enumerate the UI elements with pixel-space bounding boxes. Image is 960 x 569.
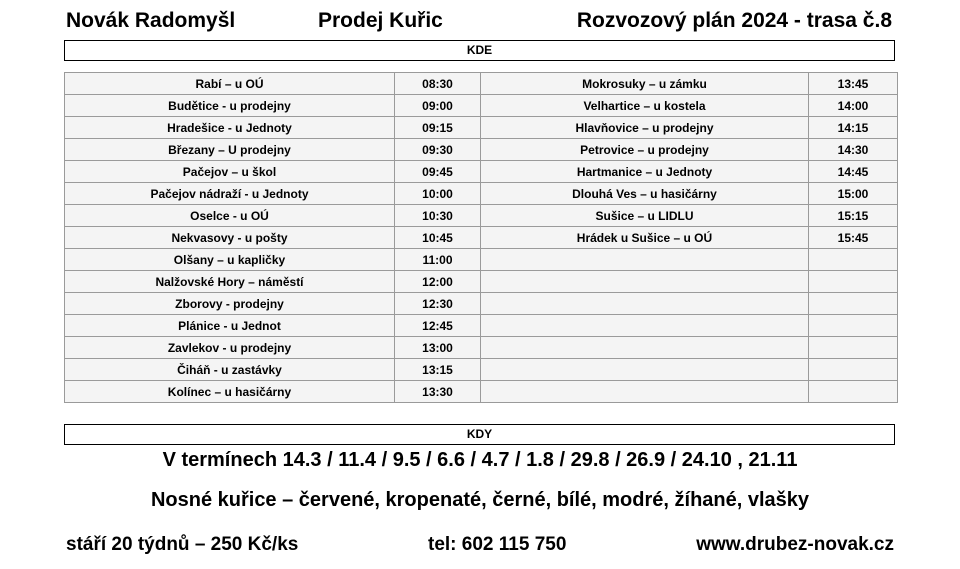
stop-time: 13:15: [395, 359, 481, 381]
stop-time: [809, 293, 898, 315]
stop-name: Sušice – u LIDLU: [481, 205, 809, 227]
stop-time: 14:30: [809, 139, 898, 161]
stop-time: 14:45: [809, 161, 898, 183]
table-row: [65, 95, 898, 117]
table-row: [65, 315, 898, 337]
stop-time: 10:00: [395, 183, 481, 205]
stop-name: Hrádek u Sušice – u OÚ: [481, 227, 809, 249]
stop-time: 15:15: [809, 205, 898, 227]
stop-time: 08:30: [395, 73, 481, 95]
stop-name: Plánice - u Jednot: [65, 315, 395, 337]
stop-name: [481, 315, 809, 337]
stop-time: 14:00: [809, 95, 898, 117]
stop-name: Nalžovské Hory – náměstí: [65, 271, 395, 293]
stop-time: [809, 381, 898, 403]
breeds-line: Nosné kuřice – červené, kropenaté, černé, bílé, modré, žíhané, vlašky: [150, 489, 810, 511]
table-row: [65, 359, 898, 381]
stop-time: 13:45: [809, 73, 898, 95]
stop-name: Budětice - u prodejny: [65, 95, 395, 117]
company-name: Novák Radomyšl: [66, 9, 236, 32]
stop-time: 10:45: [395, 227, 481, 249]
stop-name: Kolínec – u hasičárny: [65, 381, 395, 403]
stop-time: 12:30: [395, 293, 481, 315]
stop-name: Čiháň - u zastávky: [65, 359, 395, 381]
website-link[interactable]: www.drubez-novak.cz: [696, 534, 894, 555]
stop-name: Petrovice – u prodejny: [481, 139, 809, 161]
phone-text: tel: 602 115 750: [428, 534, 567, 555]
stop-name: Pačejov – u škol: [65, 161, 395, 183]
table-row: [65, 73, 898, 95]
stop-name: [481, 359, 809, 381]
table-row: [65, 161, 898, 183]
table-row: [65, 117, 898, 139]
stop-time: 15:00: [809, 183, 898, 205]
stop-time: [809, 271, 898, 293]
stop-name: Březany – U prodejny: [65, 139, 395, 161]
stop-name: Velhartice – u kostela: [481, 95, 809, 117]
table-row: [65, 381, 898, 403]
stop-time: 09:00: [395, 95, 481, 117]
dates-line: V termínech 14.3 / 11.4 / 9.5 / 6.6 / 4.7 / 1.8 / 29.8 / 26.9 / 24.10 , 21.11: [162, 449, 798, 471]
stop-time: 15:45: [809, 227, 898, 249]
stop-name: Hartmanice – u Jednoty: [481, 161, 809, 183]
stop-name: Pačejov nádraží - u Jednoty: [65, 183, 395, 205]
table-row: [65, 293, 898, 315]
stop-time: [809, 337, 898, 359]
table-row: [65, 271, 898, 293]
stop-time: 13:30: [395, 381, 481, 403]
table-row: [65, 139, 898, 161]
where-header: KDE: [64, 40, 895, 61]
stop-name: Dlouhá Ves – u hasičárny: [481, 183, 809, 205]
stop-name: [481, 381, 809, 403]
schedule-body: [65, 73, 898, 403]
stop-time: 09:15: [395, 117, 481, 139]
stop-name: Mokrosuky – u zámku: [481, 73, 809, 95]
table-row: [65, 205, 898, 227]
stop-name: Olšany – u kapličky: [65, 249, 395, 271]
stop-name: Rabí – u OÚ: [65, 73, 395, 95]
stop-time: [809, 359, 898, 381]
table-row: [65, 183, 898, 205]
stop-time: 12:45: [395, 315, 481, 337]
stop-name: Hradešice - u Jednoty: [65, 117, 395, 139]
stop-name: [481, 293, 809, 315]
table-row: [65, 227, 898, 249]
stop-name: Zavlekov - u prodejny: [65, 337, 395, 359]
stop-time: [809, 249, 898, 271]
age-price-text: stáří 20 týdnů – 250 Kč/ks: [66, 534, 299, 555]
stop-name: Oselce - u OÚ: [65, 205, 395, 227]
product-title: Prodej Kuřic: [318, 9, 443, 32]
stop-name: Hlavňovice – u prodejny: [481, 117, 809, 139]
stop-time: 11:00: [395, 249, 481, 271]
stop-time: 14:15: [809, 117, 898, 139]
stop-time: 10:30: [395, 205, 481, 227]
when-header: KDY: [64, 424, 895, 445]
stop-name: [481, 337, 809, 359]
stop-time: 13:00: [395, 337, 481, 359]
table-row: [65, 337, 898, 359]
stop-name: Nekvasovy - u pošty: [65, 227, 395, 249]
page-header: [66, 9, 896, 37]
stop-time: [809, 315, 898, 337]
plan-title: Rozvozový plán 2024 - trasa č.8: [576, 9, 892, 32]
table-row: [65, 249, 898, 271]
schedule-table: [64, 72, 898, 403]
stop-time: 12:00: [395, 271, 481, 293]
stop-name: [481, 249, 809, 271]
stop-time: 09:30: [395, 139, 481, 161]
stop-time: 09:45: [395, 161, 481, 183]
stop-name: [481, 271, 809, 293]
stop-name: Zborovy - prodejny: [65, 293, 395, 315]
